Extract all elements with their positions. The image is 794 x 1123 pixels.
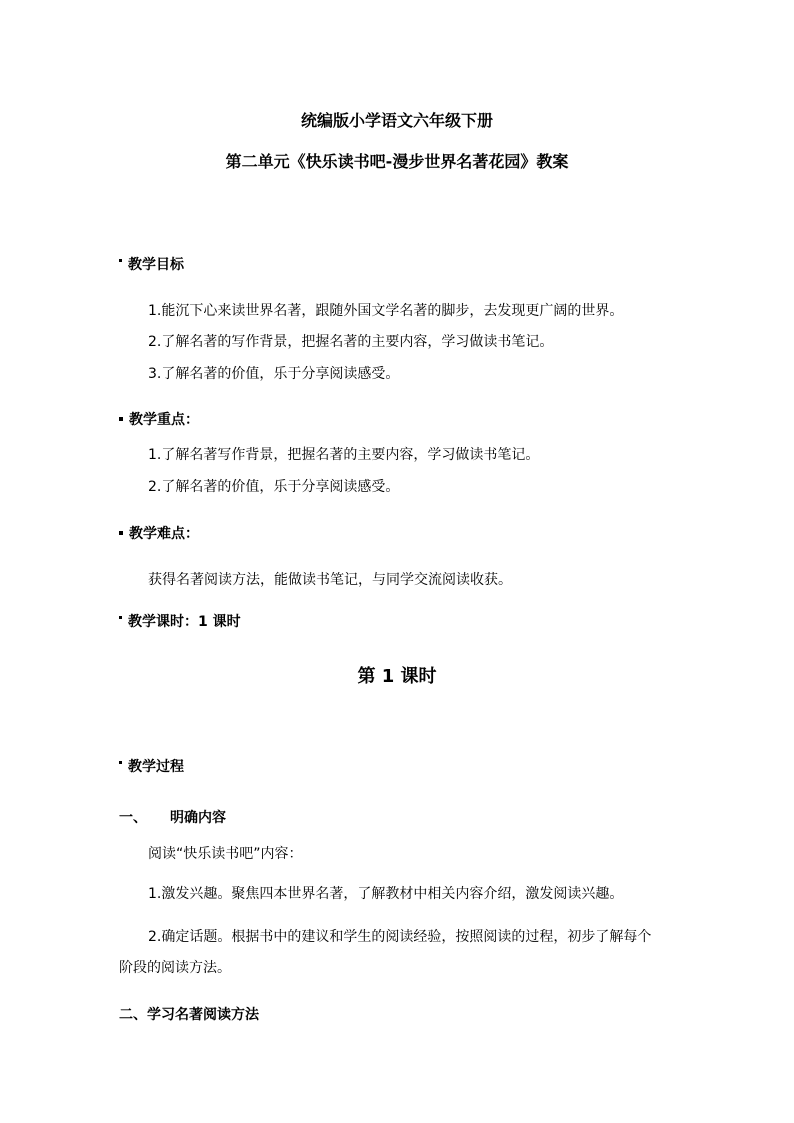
hours-heading — [119, 611, 241, 631]
objective-item-1: 1.能沉下心来读世界名著，跟随外国文学名著的脚步，去发现更广阔的世界。 — [148, 303, 624, 319]
document-title-line2: 第二单元《快乐读书吧-漫步世界名著花园》教案 — [225, 152, 569, 171]
objectives-heading-text: 教学目标 — [128, 257, 184, 273]
bullet-marker — [119, 259, 122, 262]
step1-intro: 阅读“快乐读书吧”内容： — [148, 846, 303, 862]
key-point-item-1: 1.了解名著写作背景，把握名著的主要内容，学习做读书笔记。 — [148, 447, 540, 463]
difficulties-text: 获得名著阅读方法，能做读书笔记，与同学交流阅读收获。 — [148, 572, 512, 588]
step1-item-2-line1: 2.确定话题。根据书中的建议和学生的阅读经验，按照阅读的过程，初步了解每个 — [148, 929, 652, 945]
difficulties-heading-text: 教学难点： — [129, 526, 199, 542]
process-heading-text: 教学过程 — [128, 759, 184, 775]
hours-heading-text: 教学课时：1 课时 — [128, 614, 241, 630]
step1-title: 明确内容 — [170, 810, 226, 826]
bullet-marker — [119, 417, 123, 421]
step1-item-2-line2: 阶段的阅读方法。 — [119, 960, 231, 976]
document-title-line1: 统编版小学语文六年级下册 — [300, 111, 493, 130]
key-point-item-2: 2.了解名著的价值，乐于分享阅读感受。 — [148, 479, 400, 495]
bullet-marker — [119, 531, 123, 535]
objective-item-3: 3.了解名著的价值，乐于分享阅读感受。 — [148, 366, 400, 382]
step2-title: 二、学习名著阅读方法 — [119, 1007, 259, 1023]
difficulties-heading — [119, 523, 199, 543]
key-points-heading — [119, 409, 199, 429]
key-points-heading-text: 教学重点： — [129, 412, 199, 428]
bullet-marker — [119, 616, 122, 619]
step1-item-1: 1.激发兴趣。聚焦四本世界名著，了解教材中相关内容介绍，激发阅读兴趣。 — [148, 886, 624, 902]
bullet-marker — [119, 761, 122, 764]
objectives-heading — [119, 254, 184, 274]
step1-number: 一、 — [119, 810, 147, 826]
objective-item-2: 2.了解名著的写作背景，把握名著的主要内容，学习做读书笔记。 — [148, 334, 554, 350]
process-heading — [119, 756, 184, 776]
lesson-title: 第 1 课时 — [357, 666, 437, 687]
